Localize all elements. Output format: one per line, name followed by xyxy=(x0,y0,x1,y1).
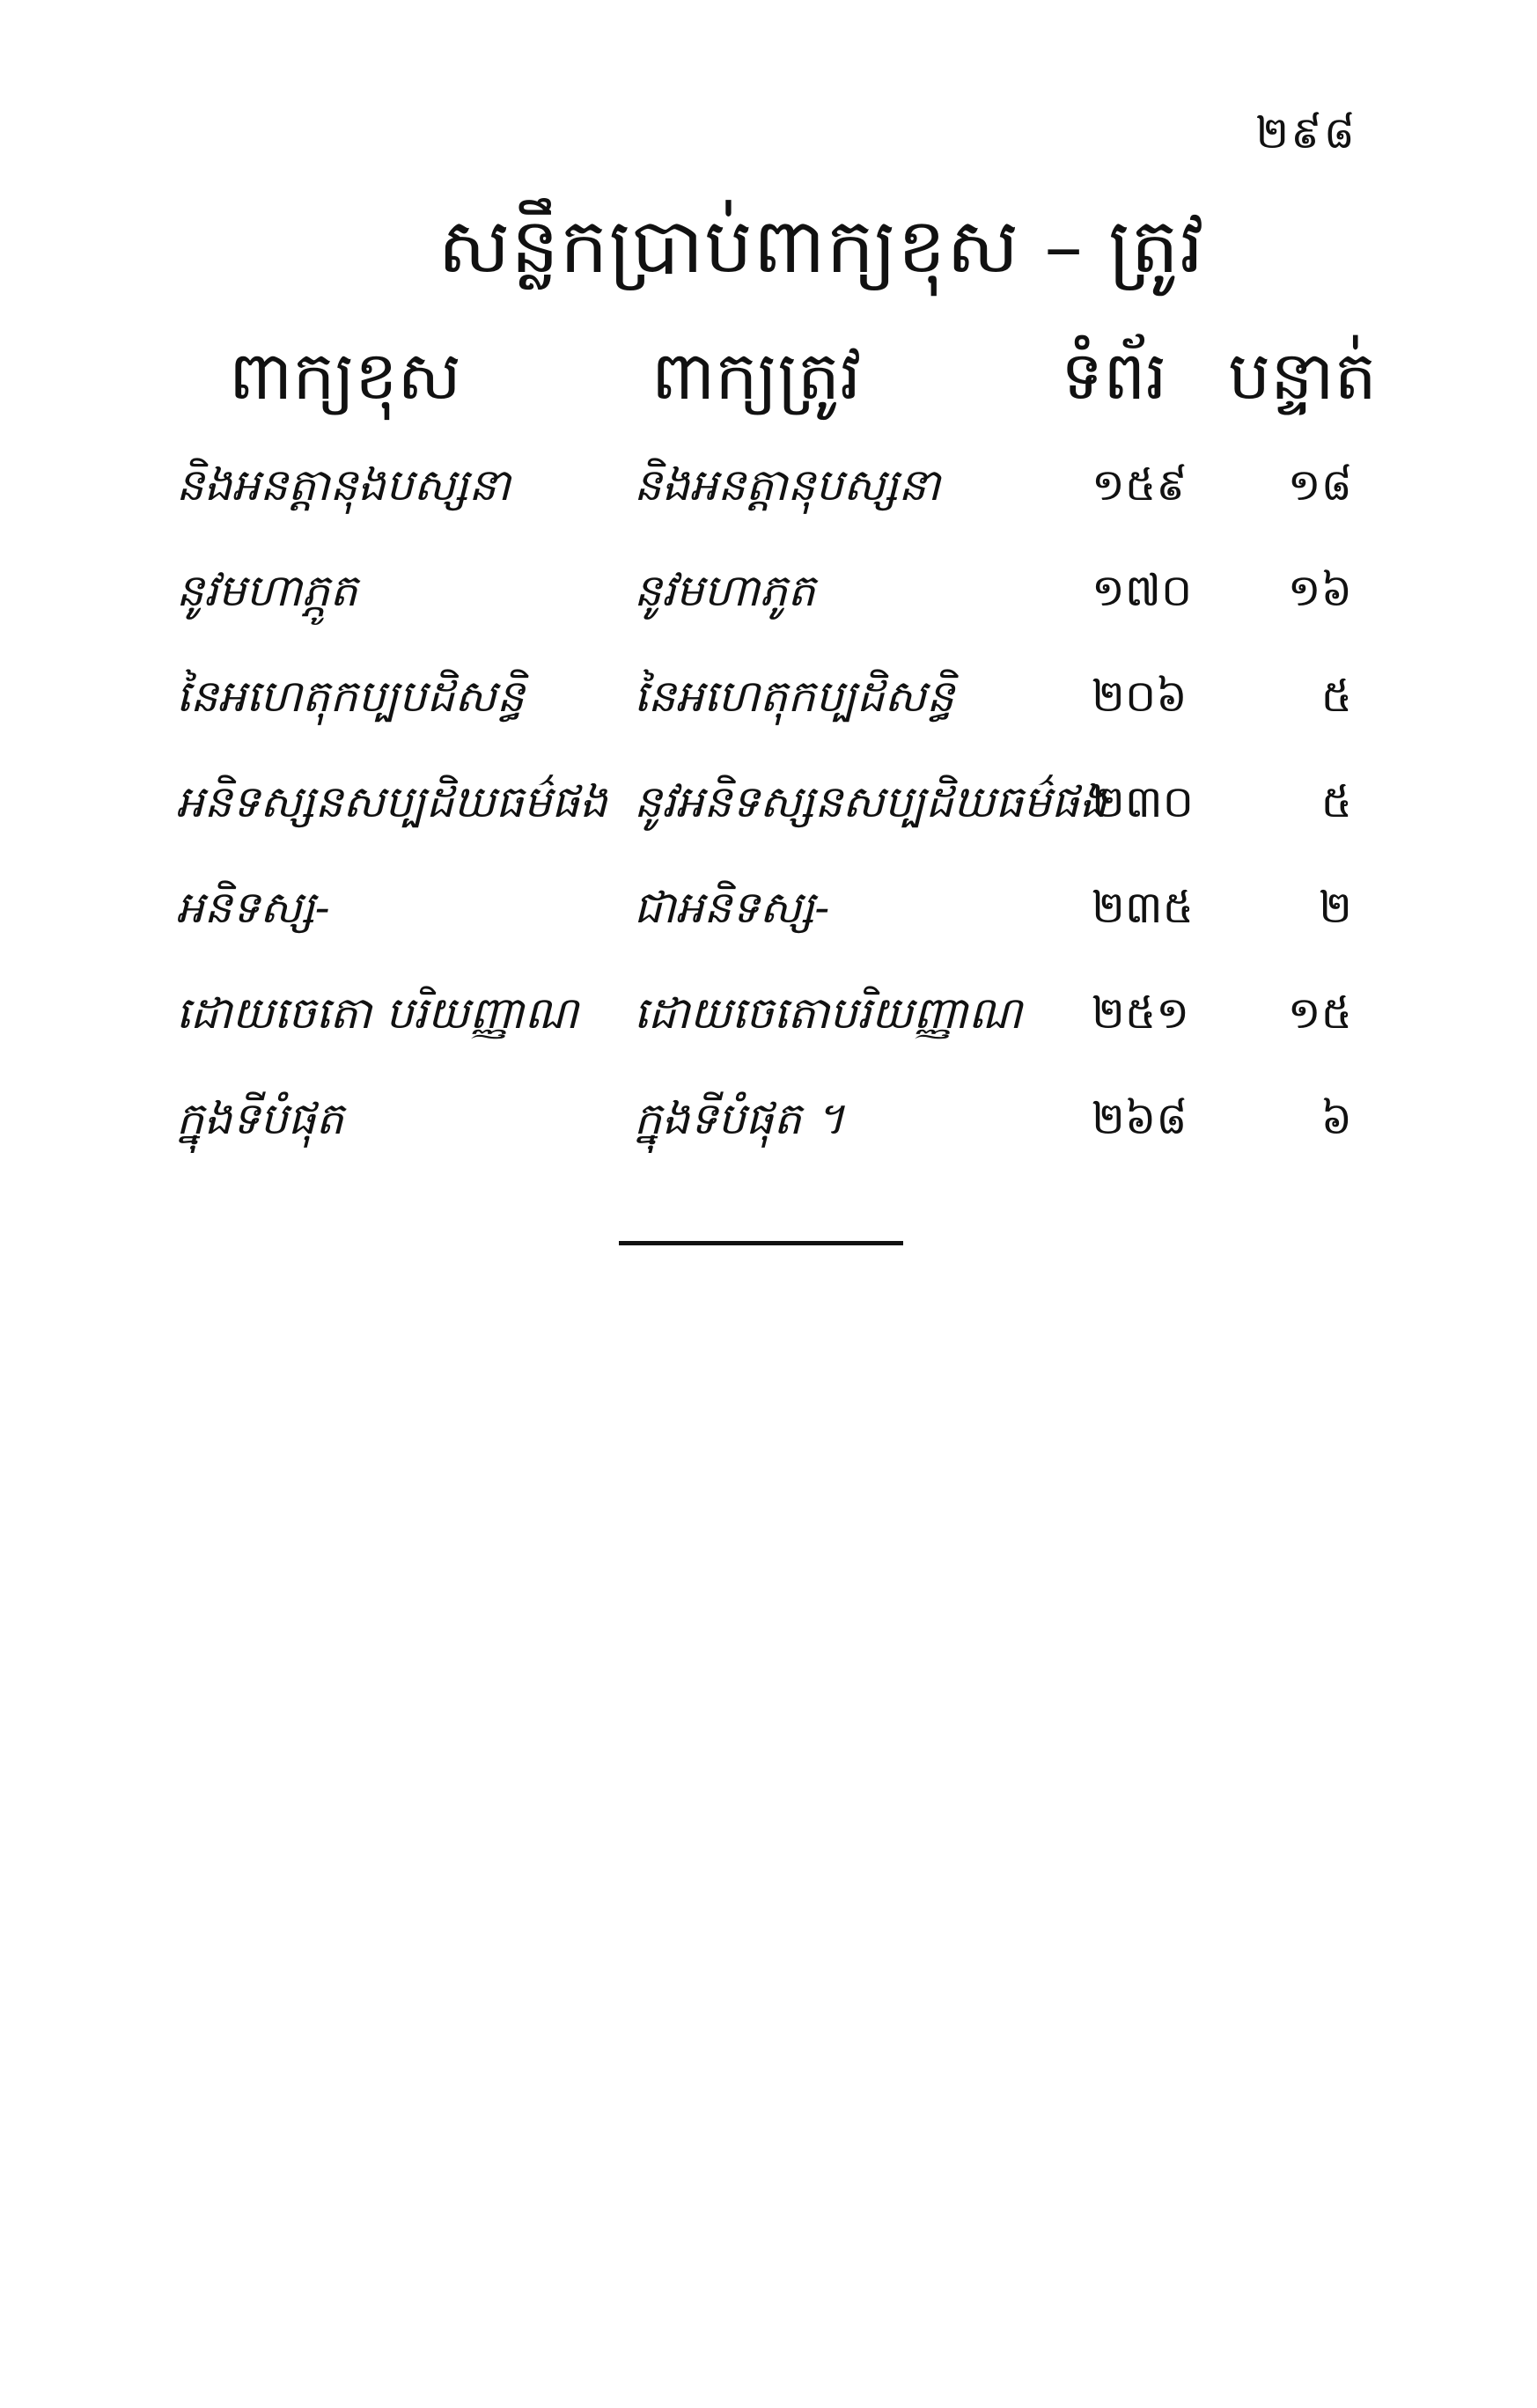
line-cell: ៦ xyxy=(1320,1093,1352,1144)
line-cell: ១៦ xyxy=(1287,565,1352,616)
wrong-word-cell: និងអនត្តានុងបស្សនា xyxy=(176,459,511,510)
wrong-word-cell: នៃអហេតុកប្បបដិសន្ធិ xyxy=(176,671,525,722)
correct-word-cell: ដោយចេតោបរិយញ្ញាណ xyxy=(634,987,1022,1039)
header-page: ទំព័រ xyxy=(1061,336,1167,415)
table-row xyxy=(0,775,1537,880)
correct-word-cell: ក្នុងទីបំផុត ។ xyxy=(634,1093,845,1144)
table-row xyxy=(0,669,1537,775)
correct-word-cell: និងអនត្តានុបស្សនា xyxy=(634,459,941,510)
page-number: ២៩៨ xyxy=(1255,107,1357,158)
correct-word-cell: នូវមហាភូត xyxy=(634,565,816,616)
page-cell: ១៧០ xyxy=(1092,565,1193,616)
line-cell: ២ xyxy=(1319,882,1352,933)
wrong-word-cell: នូវមហាភ្ភូត xyxy=(176,565,358,616)
header-correct-word: ពាក្យត្រូវ xyxy=(651,336,862,415)
header-line: បន្ទាត់ xyxy=(1228,336,1377,415)
page-cell: ២៣៥ xyxy=(1092,882,1194,933)
table-row xyxy=(0,986,1537,1091)
correct-word-cell: នូវអនិទស្សនសប្បដិឃធម៌ផង xyxy=(634,776,1107,827)
table-row xyxy=(0,458,1537,563)
line-cell: ១៨ xyxy=(1287,459,1352,510)
page-cell: ២០៦ xyxy=(1092,671,1188,722)
line-cell: ៥ xyxy=(1320,776,1352,827)
wrong-word-cell: ក្នុងទីបំផុត xyxy=(176,1093,344,1144)
errata-table xyxy=(0,458,1537,1197)
page-cell: ២៣០ xyxy=(1092,776,1194,827)
header-wrong-word: ពាក្យខុស xyxy=(229,336,461,415)
wrong-word-cell: អនិទស្ស- xyxy=(176,882,330,933)
page-cell: ២៦៨ xyxy=(1092,1093,1188,1144)
table-row xyxy=(0,563,1537,669)
wrong-word-cell: ដោយចេតោ បរិយញ្ញាណ xyxy=(176,987,578,1039)
correct-word-cell: នៃអហេតុកប្បដិសន្ធិ xyxy=(634,671,955,722)
table-row xyxy=(0,1091,1537,1197)
table-row xyxy=(0,880,1537,986)
correct-word-cell: ជាអនិទស្ស- xyxy=(634,882,830,933)
table-header xyxy=(0,334,1537,440)
closing-rule xyxy=(619,1241,903,1245)
wrong-word-cell: អនិទស្សនសប្បដិឃធម៌ផង xyxy=(176,776,607,827)
page-cell: ២៥១ xyxy=(1092,987,1190,1039)
line-cell: ១៥ xyxy=(1287,987,1352,1039)
page-cell: ១៥៩ xyxy=(1092,459,1188,510)
page-title: សន្លឹកប្រាប់ពាក្យខុស – ត្រូវ xyxy=(438,202,1205,290)
line-cell: ៥ xyxy=(1320,671,1352,722)
